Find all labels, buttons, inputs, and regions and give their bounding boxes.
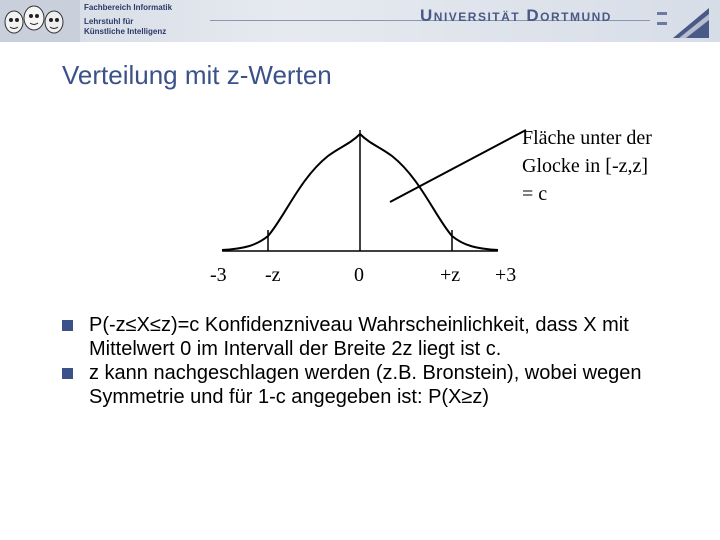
bullet-item (62, 361, 712, 409)
caption-line-2: Glocke in [-z,z] (522, 155, 649, 177)
area-caption (522, 124, 652, 208)
bullet-text: P(-z≤X≤z)=c Konfidenzniveau Wahrscheinlichkeit, dass X mit Mittelwert 0 im Intervall der Breite 2z liegt ist c. (89, 314, 629, 360)
bullet-item (62, 313, 712, 361)
faculty-line-3: Künstliche Intelligenz (84, 27, 167, 36)
axis-label-minus-3: -3 (210, 264, 227, 286)
faculty-line-1: Fachbereich Informatik (84, 3, 173, 12)
university-name: Universität Dortmund (420, 6, 612, 25)
caption-line-1: Fläche unter der (522, 127, 652, 149)
axis-label-minus-z: -z (265, 264, 281, 286)
axis-label-zero: 0 (354, 264, 364, 286)
axis-label-plus-3: +3 (495, 264, 517, 286)
caption-pointer (390, 130, 526, 202)
caption-line-3: = c (522, 183, 548, 205)
slide-title: Verteilung mit z-Werten (62, 60, 332, 90)
bullet-text: z kann nachgeschlagen werden (z.B. Bronstein), wobei wegen Symmetrie und für 1-c angegeben ist: P(X≥z) (89, 362, 642, 408)
faculty-line-2: Lehrstuhl für (84, 17, 134, 26)
axis-label-plus-z: +z (440, 264, 461, 286)
bullet-list (62, 313, 712, 409)
square-bullet-icon (62, 320, 73, 331)
square-bullet-icon (62, 368, 73, 379)
